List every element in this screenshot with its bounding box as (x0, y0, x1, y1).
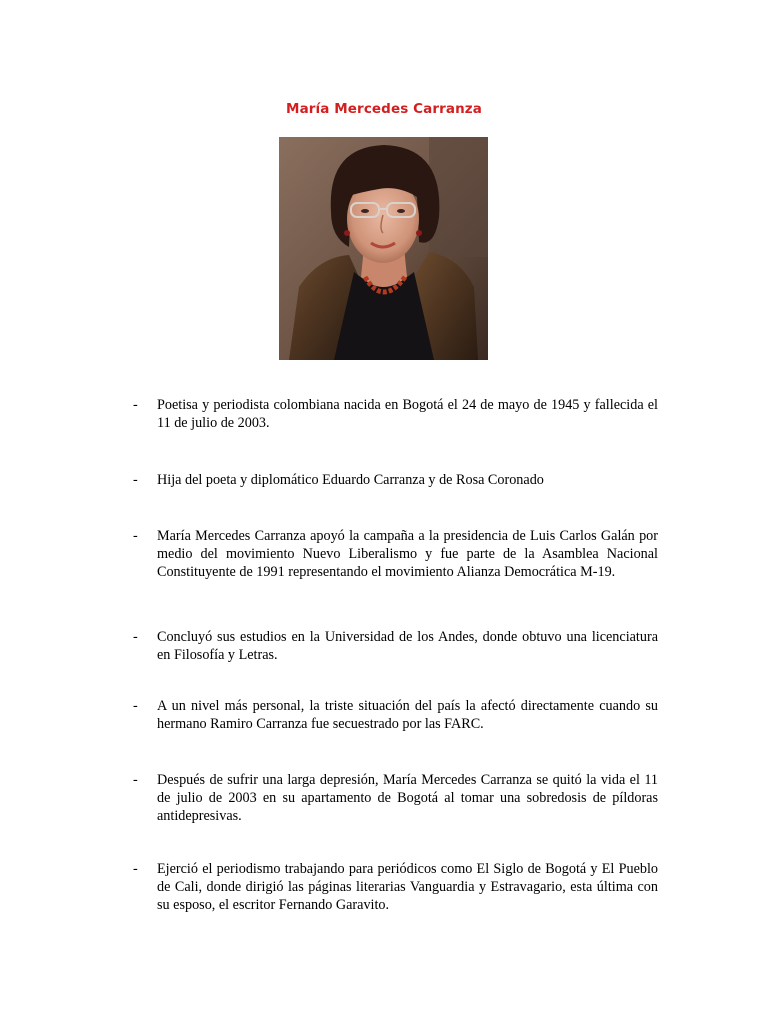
bullet-dash: - (133, 397, 138, 413)
bullet-dash: - (133, 528, 138, 544)
bullet-dash: - (133, 772, 138, 788)
list-item-text: Después de sufrir una larga depresión, María Mercedes Carranza se quitó la vida el 11 de julio de 2003 en su apartamento de Bogotá al tomar una sobredosis de píldoras antidepresivas. (157, 772, 658, 824)
bullet-dash: - (133, 472, 138, 488)
list-item-text: Concluyó sus estudios en la Universidad de los Andes, donde obtuvo una licenciatura en Filosofía y Letras. (157, 629, 658, 663)
list-item-text: Hija del poeta y diplomático Eduardo Carranza y de Rosa Coronado (157, 472, 544, 488)
portrait-photo (279, 137, 488, 360)
page-title: María Mercedes Carranza (286, 101, 482, 117)
list-item-text: Ejerció el periodismo trabajando para periódicos como El Siglo de Bogotá y El Pueblo de Cali, donde dirigió las páginas literarias Vanguardia y Estravagario, esta última con su esposo, el escritor Fernando Garavito. (157, 861, 658, 913)
bullet-dash: - (133, 698, 138, 714)
list-item-text: María Mercedes Carranza apoyó la campaña a la presidencia de Luis Carlos Galán por medio del movimiento Nuevo Liberalismo y fue parte de la Asamblea Nacional Constituyente de 1991 representando el movimiento Alianza Democrática M-19. (157, 528, 658, 580)
bullet-dash: - (133, 629, 138, 645)
list-item-text: A un nivel más personal, la triste situación del país la afectó directamente cuando su hermano Ramiro Carranza fue secuestrado por las FARC. (157, 698, 658, 732)
list-item-text: Poetisa y periodista colombiana nacida en Bogotá el 24 de mayo de 1945 y fallecida el 11 de julio de 2003. (157, 397, 658, 431)
bullet-dash: - (133, 861, 138, 877)
